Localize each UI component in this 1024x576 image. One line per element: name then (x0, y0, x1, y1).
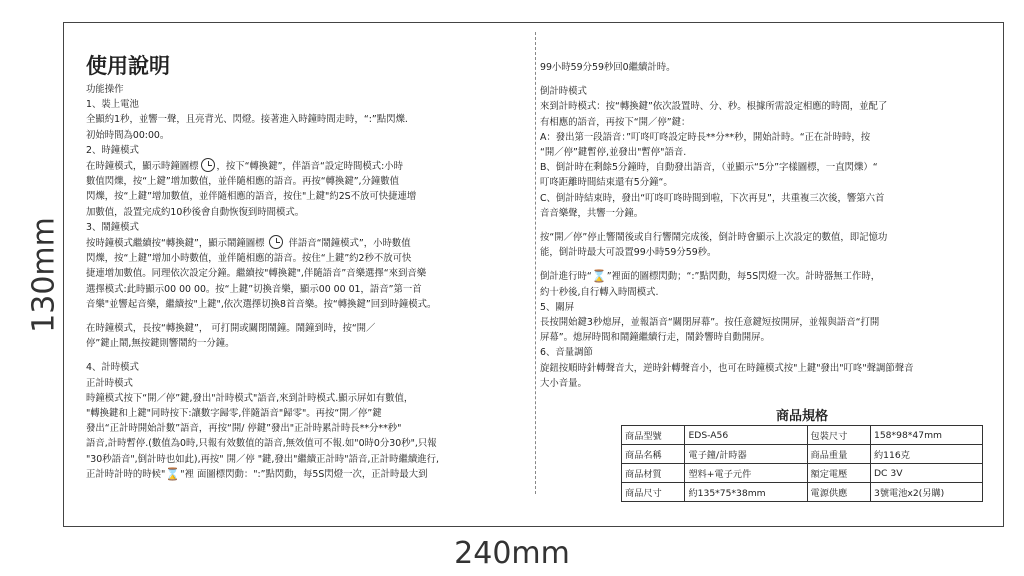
text-line: 來到計時模式：按“轉換鍵”依次設置時、分、秒。根據所需設定相應的時間，並配了 (540, 101, 888, 113)
text-line: 加數值，設置完成約10秒後會自動恢復到時間模式。 (86, 206, 305, 218)
text-line: 音樂"並響起音樂，繼續按"上鍵",依次選擇切換8首音樂。按“轉換鍵”回到時鐘模式。 (86, 298, 437, 310)
spec-table-block (621, 408, 983, 502)
text-line: C、倒計時結束時，發出“叮咚叮咚時間到啦，下次再見”，共重複三次後，響第六首 (540, 192, 885, 204)
spec-label: 包裝尺寸 (807, 426, 870, 445)
spec-value: DC 3V (870, 464, 982, 483)
column-divider (535, 32, 536, 494)
section-heading: 5、關屏 (540, 301, 575, 313)
text-line: 有相應的語音，再按下“開／停”鍵： (540, 116, 691, 128)
text-line: 數值閃爍，按“上鍵”增加數值，並伴隨相應的語音。再按“轉換鍵”,分鐘數值 (86, 176, 400, 188)
text-line: B、倒計時在剩餘5分鐘時，自動發出語音，（並顯示“5分”字樣圖標，一直閃爍）“ (540, 162, 878, 174)
text-line: 時鐘模式按下“開／停”鍵,發出"計時模式"語音,來到計時模式.顯示屏如有數值， (86, 392, 414, 404)
text-line: 語音,計時暫停.(數值為0時,只報有效數值的語音,無效值可不報.如"0時0分30秒",只報 (86, 438, 437, 450)
spec-value: 塑料+電子元件 (685, 464, 807, 483)
text-line: 按“開／停”停止響鬧後或自行響鬧完成後，倒計時會顯示上次設定的數值，即記憶功 (540, 232, 888, 244)
table-row (622, 445, 983, 464)
spec-label: 電源供應 (807, 483, 870, 502)
text-line: 在時鐘模式，長按“轉換鍵”， 可打開或關閉鬧鐘。鬧鐘到時，按“開／ (86, 323, 376, 335)
spec-value: 約116克 (870, 445, 982, 464)
text-line: 捷連增加數值。同理依次設定分鐘。繼續按"轉換鍵",伴隨語音”音樂選擇“來到音樂 (86, 268, 427, 280)
text-line: 屏幕”。熄屏時間和鬧鐘繼續行走，鬧鈴響時自動開屏。 (540, 332, 770, 344)
text-line: 叮咚距離時間結束還有5分鐘“。 (540, 177, 673, 189)
table-row (622, 426, 983, 445)
spec-table (621, 425, 983, 502)
section-heading: 2、時鐘模式 (86, 144, 139, 156)
manual-title: 使用說明 (86, 54, 170, 78)
spec-label: 商品型號 (622, 426, 685, 445)
section-heading: 1、裝上電池 (86, 99, 139, 111)
table-row (622, 483, 983, 502)
text-line: “開／停”鍵暫停,並發出"暫停"語音. (540, 147, 687, 159)
section-heading: 功能操作 (86, 84, 124, 95)
text-line: "轉換鍵和上鍵"同時按下:讓數字歸零,伴隨語音"歸零"。再按“開／停”鍵 (86, 408, 382, 420)
text-line: 99小時59分59秒回0繼續計時。 (540, 62, 676, 73)
text-line: 能，倒計時最大可設置99小時59分59秒。 (540, 247, 717, 259)
text-line: 大小音量。 (540, 377, 587, 389)
width-dimension: 240mm (454, 536, 570, 571)
text-line: 約十秒後,自行轉入時間模式. (540, 286, 659, 298)
spec-label: 商品名稱 (622, 445, 685, 464)
text-line: 選擇模式:此時顯示00 00 00。按“上鍵”切換音樂，顯示00 00 01，語音”第一首 (86, 283, 422, 295)
section-heading: 倒計時模式 (540, 86, 587, 98)
hourglass-icon: ⌛ (165, 466, 181, 481)
section-heading: 3、鬧鐘模式 (86, 221, 139, 233)
text-line: 全顯約1秒，並響一聲，且亮背光、閃燈。接著進入時鐘時間走時，“:”點閃爍. (86, 114, 408, 126)
hourglass-icon: ⌛ (591, 269, 607, 284)
spec-label: 商品尺寸 (622, 483, 685, 502)
text-line: 閃爍，按“上鍵”增加小時數值，並伴隨相應的語音。按住“上鍵”約2秒不放可快 (86, 253, 412, 265)
section-heading: 正計時模式 (86, 377, 133, 389)
left-column (86, 52, 526, 482)
spec-value: EDS-A56 (685, 426, 807, 445)
alarm-clock-icon (269, 235, 283, 249)
text-line: 發出“正計時開始計數”語音，再按“開/ 停鍵”發出"正計時累計時長**分**秒" (86, 423, 402, 435)
right-column (540, 60, 992, 391)
spec-label: 商品重量 (807, 445, 870, 464)
spec-value: 3號電池x2(另購) (870, 483, 982, 502)
height-dimension: 130mm (26, 217, 62, 333)
text-line: 初始時間為00:00。 (86, 129, 170, 141)
clock-icon (201, 158, 215, 172)
text-line: 按時鐘模式繼續按“轉換鍵”，顯示鬧鐘圖標 伴語音“鬧鐘模式”，小時數值 (86, 235, 526, 251)
text-line: 在時鐘模式，顯示時鐘圖標 ，按下“轉換鍵”，伴語音“設定時間模式:小時 (86, 158, 526, 174)
text-line: 閃爍，按“上鍵”增加數值，並伴隨相應的語音，按住"上鍵"約2S不放可快捷連增 (86, 191, 417, 203)
text-line: "30秒語音",倒計時也如此),再按" 開／停 "鍵,發出"繼續正計時"語音,正計時繼續進行, (86, 453, 439, 465)
section-heading: 6、音量調節 (540, 347, 593, 359)
table-row (622, 464, 983, 483)
spec-value: 約135*75*38mm (685, 483, 807, 502)
text-line: 音音樂聲，共響一分鐘。 (540, 207, 644, 219)
section-heading: 4、計時模式 (86, 362, 139, 374)
spec-label: 額定電壓 (807, 464, 870, 483)
spec-value: 電子鐘/計時器 (685, 445, 807, 464)
text-line: 旋鈕按順時針轉聲音大，逆時針轉聲音小，也可在時鐘模式按"上鍵"發出"叮咚"聲調節聲音 (540, 362, 914, 374)
text-line: 倒計進行時“⌛”裡面的圖標閃動；“:”點閃動，每5S閃燈一次。計時器無工作時， (540, 269, 881, 284)
spec-title: 商品規格 (775, 409, 828, 424)
text-line: 長按開始鍵3秒熄屏，並報語音“關閉屏幕”。按任意鍵短按開屏，並報與語音“打開 (540, 317, 880, 329)
text-line: 停”鍵止鬧,無按鍵則響鬧約一分鐘。 (86, 338, 235, 350)
text-line: A：發出第一段語音：”叮咚叮咚設定時長**分**秒，開始計時。“正在計時時，按 (540, 131, 871, 143)
text-line: 正計時計時的時候"⌛"裡 面圖標閃動：":”點閃動，每5S閃燈一次，正計時最大到 (86, 466, 428, 481)
spec-label: 商品材質 (622, 464, 685, 483)
spec-value: 158*98*47mm (870, 426, 982, 445)
